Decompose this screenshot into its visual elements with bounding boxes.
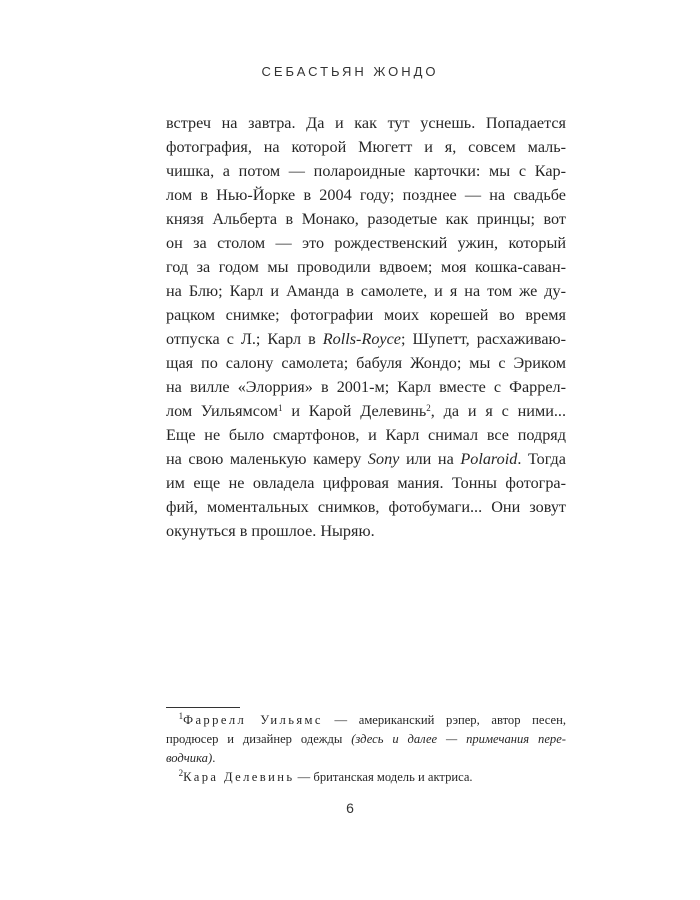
- text-line: на вилле «Элоррия» в 2001-м; Карл вместе с Фаррел-: [166, 378, 566, 396]
- text-run: и Карой Делевинь: [282, 402, 427, 420]
- page-number: 6: [346, 800, 354, 816]
- footnote-divider: [166, 707, 240, 708]
- text-run: или на: [399, 450, 461, 468]
- text-run: на свою маленькую камеру: [166, 450, 368, 468]
- text-run: лом Уильямсом: [166, 402, 278, 420]
- text-line: окунуться в прошлое. Ныряю.: [166, 522, 375, 540]
- text-line: фотография, на которой Мюгетт и я, совсем маль-: [166, 138, 566, 156]
- text-line: встреч на завтра. Да и как тут уснешь. Попадается: [166, 114, 566, 132]
- footnote-2-mark: 2: [178, 768, 184, 778]
- text-run: ; Шупетт, расхаживаю-: [400, 330, 566, 348]
- footnote-text: — британская модель и актриса.: [294, 770, 473, 784]
- footnote-1-mark: 1: [178, 711, 184, 721]
- footnote-text: .: [212, 751, 216, 765]
- text-line: фий, моментальных снимков, фотобумаги... Они зовут: [166, 498, 566, 516]
- text-line: [166, 447, 566, 471]
- text-line: князя Альберта в Монако, разодетые как принцы; вот: [166, 210, 566, 228]
- footnote-1-line: [166, 711, 566, 730]
- running-header: СЕБАСТЬЯН ЖОНДО: [261, 64, 439, 79]
- text-run: , да и я с ними...: [430, 402, 567, 420]
- text-line: год за годом мы проводили вдвоем; моя кошка-саван-: [166, 258, 566, 276]
- footnotes: [166, 711, 566, 787]
- translator-note: водчика): [166, 751, 213, 765]
- footnote-1-line: [166, 749, 566, 768]
- text-line: он за столом — это рождественский ужин, который: [166, 234, 566, 252]
- text-line: рацком снимке; фотографии моих корешей во время: [166, 306, 566, 324]
- text-run: отпуска с Л.; Карл в: [166, 330, 323, 348]
- footnote-text: продюсер и дизайнер одежды: [166, 732, 352, 746]
- footnote-2-name: Кара Делевинь: [183, 770, 295, 784]
- text-line: [166, 399, 566, 423]
- footnote-1-name: Фаррелл Уильямс: [183, 713, 323, 727]
- text-line: чишка, а потом — полароидные карточки: мы с Кар-: [166, 162, 566, 180]
- text-line: щая по салону самолета; бабуля Жондо; мы с Эриком: [166, 354, 566, 372]
- translator-note: (здесь и далее — примечания пере-: [351, 732, 566, 746]
- footnote-ref-1[interactable]: 1: [278, 403, 283, 413]
- text-line: лом в Нью-Йорке в 2004 году; позднее — на свадьбе: [166, 186, 566, 204]
- text-line: [166, 327, 566, 351]
- footnote-ref-2[interactable]: 2: [426, 403, 431, 413]
- brand-sony: Sony: [367, 450, 400, 468]
- main-text: [166, 111, 566, 543]
- text-line: на Блю; Карл и Аманда в самолете, и я на том же ду-: [166, 282, 566, 300]
- footnote-2-line: [166, 768, 566, 787]
- footnote-text: — американский рэпер, автор песен,: [322, 713, 566, 727]
- brand-rolls-royce: Rolls-Royce: [322, 330, 401, 348]
- text-line: Еще не было смартфонов, и Карл снимал все подряд: [166, 426, 566, 444]
- text-line: им еще не овладела цифровая мания. Тонны фотогра-: [166, 474, 566, 492]
- text-run: . Тогда: [517, 450, 566, 468]
- brand-polaroid: Polaroid: [460, 450, 518, 468]
- footnote-1-line: [166, 730, 566, 749]
